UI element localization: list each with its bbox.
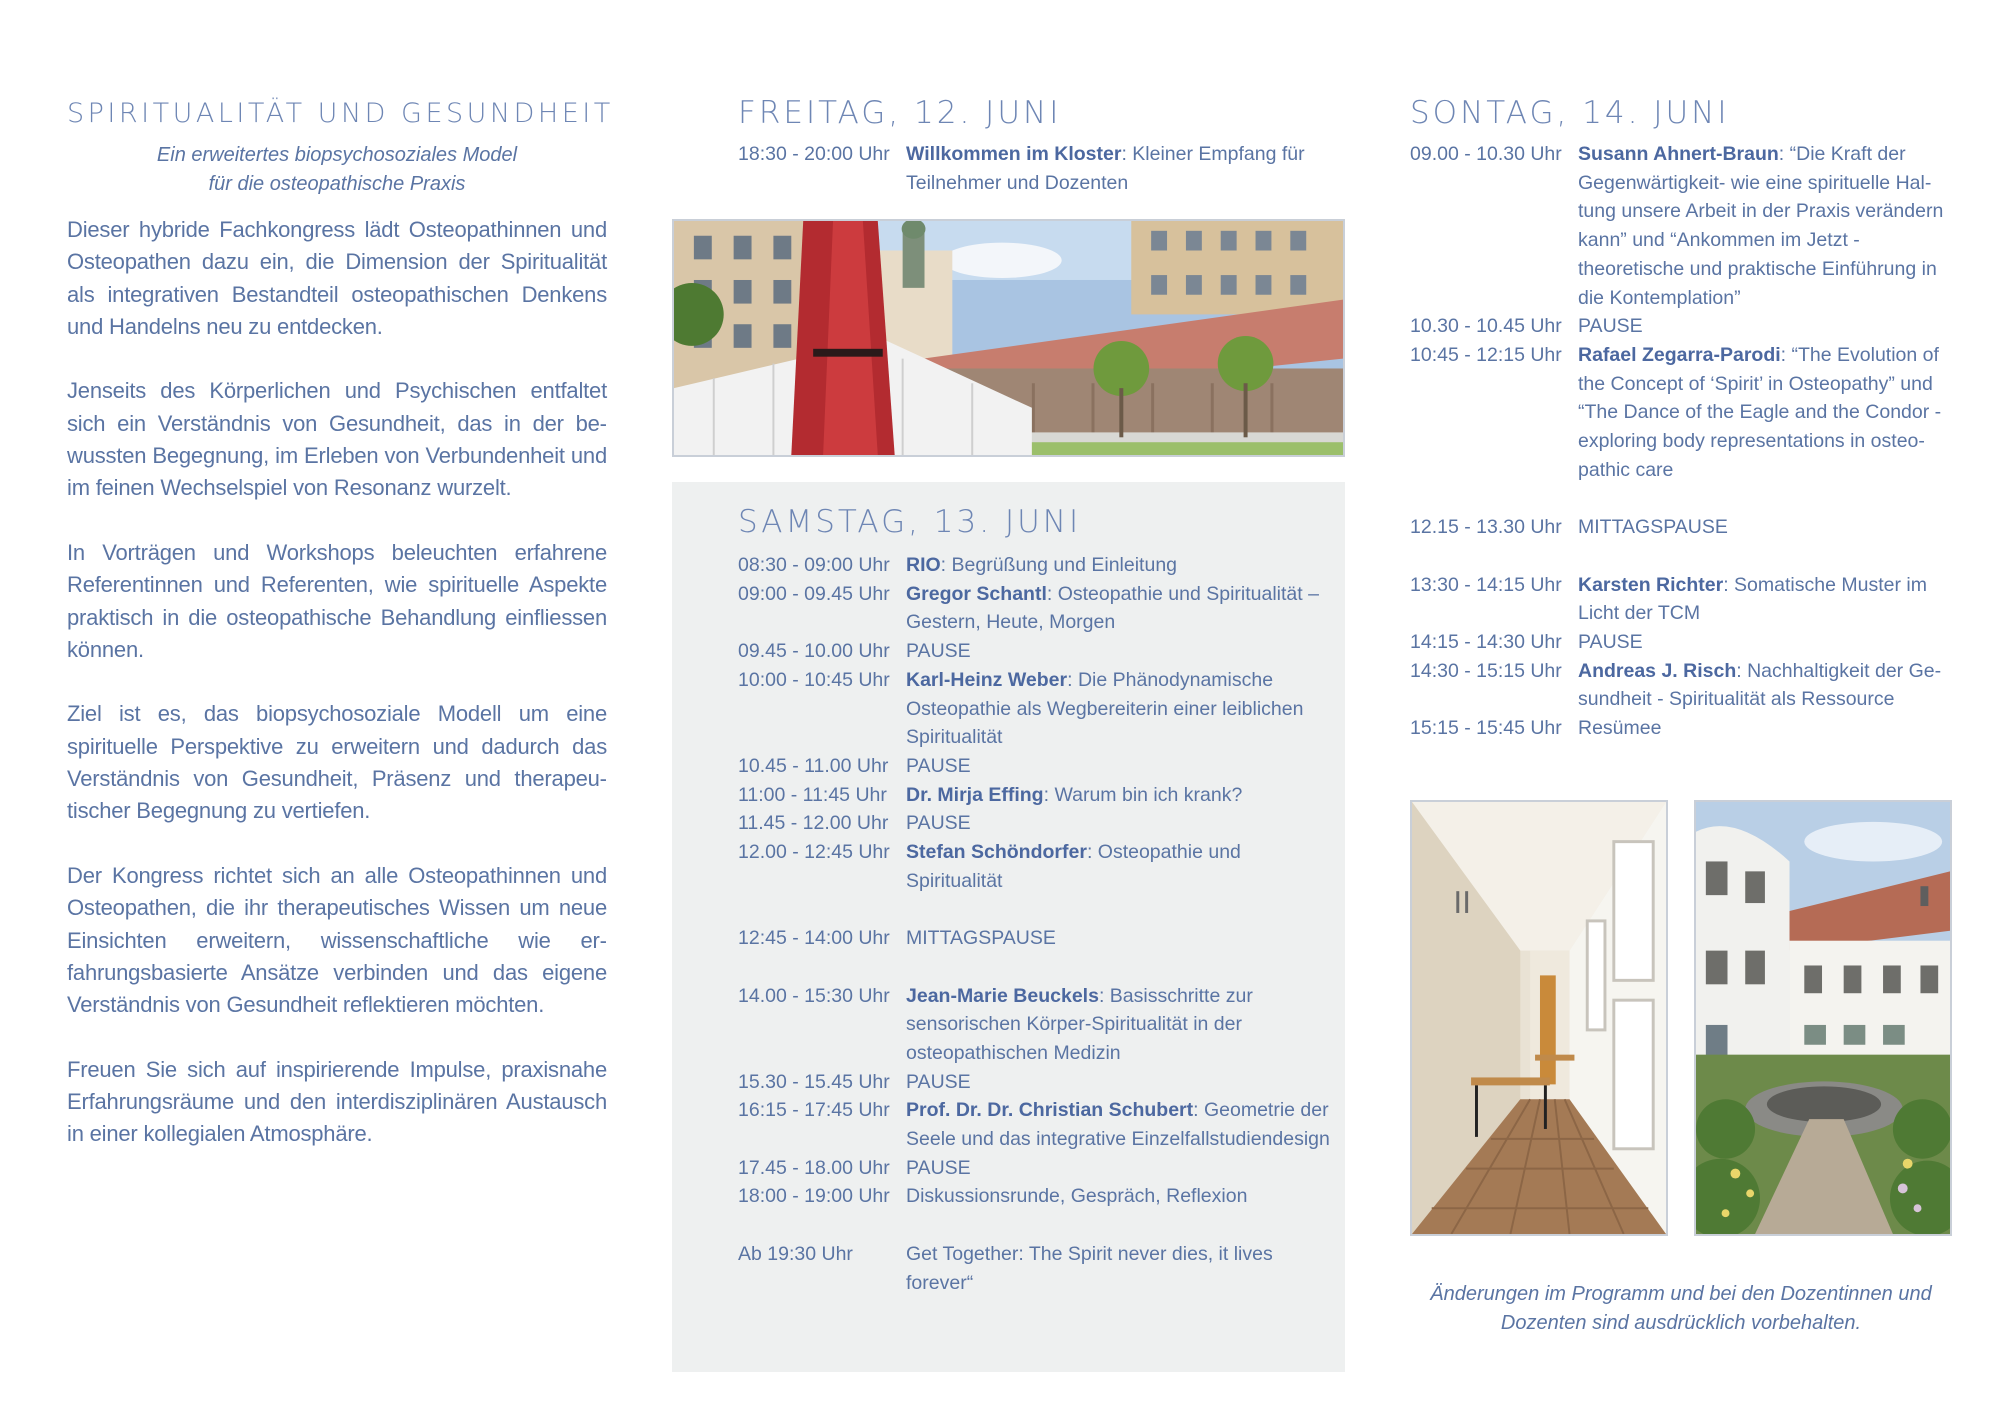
session-text: PAUSE xyxy=(1578,630,1643,653)
schedule-row xyxy=(738,838,1338,895)
schedule-row xyxy=(1410,341,1965,485)
speaker-name: Dr. Mirja Effing xyxy=(906,783,1044,806)
speaker-name: Gregor Schantl xyxy=(906,582,1047,605)
intro-subtitle-line1: Ein erweitertes biopsychosoziales Model xyxy=(156,144,518,166)
schedule-row xyxy=(738,809,1338,838)
session-text: Diskussionsrunde, Gespräch, Reflexion xyxy=(906,1185,1248,1208)
schedule-time: 11:00 - 11:45 Uhr xyxy=(738,783,887,806)
schedule-time: 12:45 - 14:00 Uhr xyxy=(738,927,890,950)
cloister-garden-photo xyxy=(1694,800,1952,1236)
intro-paragraph: Dieser hybride Fachkongress lädt Osteopathinnen und Osteopathen dazu ein, die Dimension der Spiritualität als integrativen Bestandteil osteopathischen Denkens und Handelns neu zu entdecken. xyxy=(67,217,607,339)
intro-paragraph: Jenseits des Körperlichen und Psychischen entfaltet sich ein Verständnis von Gesundheit, das in der bewussten Begegnung, im Erleben von Verbundenheit und im feinen Wechselspiel von Resonanz wurzelt. xyxy=(67,378,607,501)
schedule-description xyxy=(1578,341,1965,485)
schedule-row xyxy=(738,924,1338,953)
speaker-name: Jean-Marie Beuckels xyxy=(906,984,1099,1007)
schedule-description xyxy=(906,1240,1338,1297)
session-text: Get Together: The Spirit never dies, it lives forever“ xyxy=(906,1242,1273,1294)
intro-subtitle xyxy=(67,141,607,199)
intro-text xyxy=(67,214,607,1183)
schedule-row xyxy=(738,666,1338,752)
schedule-row xyxy=(1410,657,1965,714)
schedule-description xyxy=(1578,571,1965,628)
schedule-description xyxy=(1578,628,1965,657)
schedule-description xyxy=(906,1068,1338,1097)
schedule-time: 12.15 - 13.30 Uhr xyxy=(1410,516,1562,539)
session-text: MITTAGSPAUSE xyxy=(906,927,1056,950)
intro-title: SPIRITUALITÄT UND GESUNDHEIT xyxy=(67,98,614,129)
schedule-description xyxy=(906,637,1338,666)
schedule-spacer xyxy=(1410,542,1965,571)
schedule-time: 10:45 - 12:15 Uhr xyxy=(1410,343,1562,366)
schedule-spacer xyxy=(738,953,1338,982)
schedule-time: 13:30 - 14:15 Uhr xyxy=(1410,573,1562,596)
schedule-row xyxy=(1410,140,1965,312)
schedule-time: 09.00 - 10.30 Uhr xyxy=(1410,143,1562,165)
session-text: PAUSE xyxy=(1578,315,1643,338)
schedule-row xyxy=(738,1068,1338,1097)
schedule-time: 10:00 - 10:45 Uhr xyxy=(738,668,890,691)
speaker-name: Prof. Dr. Dr. Christian Schubert xyxy=(906,1099,1194,1122)
schedule-row xyxy=(738,1096,1338,1153)
schedule-description xyxy=(906,982,1338,1068)
schedule-description xyxy=(906,1154,1338,1183)
speaker-name: Rafael Zegarra-Parodi xyxy=(1578,343,1781,366)
speaker-name: RIO xyxy=(906,554,941,576)
session-text: : Basisschritte zur sensorischen Körper-Spiritualität in der osteopathischen Medizin xyxy=(906,984,1253,1064)
sunday-title: SONTAG, 14. JUNI xyxy=(1410,95,1730,131)
schedule-time: 10.30 - 10.45 Uhr xyxy=(1410,315,1562,338)
schedule-description xyxy=(906,666,1338,752)
intro-paragraph: Der Kongress richtet sich an alle Osteopathinnen und Osteopathen, die ihr therapeutisches Wissen um neue Einsichten erweitern, wissenschaftliche wie erfahrungsbasierte Ansätze verbinden und das eigene Verständnis von Gesundheit reflektieren möchten. xyxy=(67,862,607,1018)
schedule-row xyxy=(738,551,1338,580)
schedule-time: 14:15 - 14:30 Uhr xyxy=(1410,630,1562,653)
session-text: : Nachhaltigkeit der Gesundheit - Spiritualität als Ressource xyxy=(1578,659,1942,711)
schedule-time: 09.45 - 10.00 Uhr xyxy=(738,640,890,663)
schedule-time: 15:15 - 15:45 Uhr xyxy=(1410,717,1562,740)
session-text: : Geometrie der Seele und das integrative Einzelfallstudiendesign xyxy=(906,1099,1330,1151)
schedule-row xyxy=(738,752,1338,781)
intro-paragraph: Ziel ist es, das biopsychosoziale Modell um eine spirituelle Perspektive zu erweitern und dadurch das Verständnis von Gesundheit, Präsenz und therapeutischer Begegnung zu vertiefen. xyxy=(67,701,607,824)
speaker-name: Karsten Richter xyxy=(1578,573,1724,596)
schedule-time: 18:00 - 19:00 Uhr xyxy=(738,1185,890,1208)
schedule-spacer xyxy=(738,1211,1338,1240)
schedule-description xyxy=(1578,312,1965,341)
schedule-row xyxy=(738,580,1338,637)
schedule-description xyxy=(1578,657,1965,714)
schedule-row xyxy=(738,1154,1338,1183)
session-text: : Somatische Muster im Licht der TCM xyxy=(1578,573,1927,625)
sunday-schedule xyxy=(1410,140,1965,743)
session-text: PAUSE xyxy=(906,640,971,663)
schedule-time: 09:00 - 09.45 Uhr xyxy=(738,582,890,605)
session-text: : Osteopathie und Spiritualität xyxy=(906,841,1241,892)
schedule-description xyxy=(906,551,1338,580)
schedule-description xyxy=(906,580,1338,637)
speaker-name: Susann Ahnert-Braun xyxy=(1578,143,1779,165)
schedule-row xyxy=(738,140,1338,197)
schedule-row xyxy=(738,781,1338,810)
schedule-description xyxy=(1578,140,1965,312)
schedule-time: 08:30 - 09:00 Uhr xyxy=(738,554,890,576)
speaker-name: Willkommen im Kloster xyxy=(906,143,1122,165)
saturday-title: SAMSTAG, 13. JUNI xyxy=(738,504,1082,540)
speaker-name: Andreas J. Risch xyxy=(1578,659,1737,682)
intro-paragraph: Freuen Sie sich auf inspirierende Impulse, praxisnahe Erfahrungsräume und den interdisziplinären Austausch in einer kollegialen Atmosphäre. xyxy=(67,1056,607,1147)
kloster-courtyard-photo xyxy=(672,219,1345,457)
schedule-description xyxy=(906,838,1338,895)
schedule-description xyxy=(1578,513,1965,542)
schedule-row xyxy=(1410,513,1965,542)
schedule-row xyxy=(738,1182,1338,1211)
session-text: PAUSE xyxy=(906,754,971,777)
schedule-time: 18:30 - 20:00 Uhr xyxy=(738,143,890,165)
schedule-description xyxy=(906,1096,1338,1153)
schedule-time: 14:30 - 15:15 Uhr xyxy=(1410,659,1562,682)
friday-schedule xyxy=(738,140,1338,197)
schedule-time: 15.30 - 15.45 Uhr xyxy=(738,1070,890,1093)
schedule-description xyxy=(906,752,1338,781)
schedule-time: 10.45 - 11.00 Uhr xyxy=(738,754,889,777)
session-text: : “Die Kraft der Gegenwärtigkeit- wie eine spirituelle Haltung unsere Arbeit in der Praxis verändern kann” und “Ankommen im Jetzt - theoretische und praktische Einführung in die Kontemplation” xyxy=(1578,143,1944,309)
schedule-time: 12.00 - 12:45 Uhr xyxy=(738,841,890,864)
session-text: : “The Evolution of the Concept of ‘Spirit’ in Osteopathy” und “The Dance of the Eagle and the Condor - exploring body representations in osteopathic care xyxy=(1578,343,1942,481)
schedule-time: 11.45 - 12.00 Uhr xyxy=(738,812,889,835)
session-text: PAUSE xyxy=(906,1156,971,1179)
session-text: : Begrüßung und Einleitung xyxy=(940,554,1178,576)
session-text: Resümee xyxy=(1578,717,1662,740)
schedule-row xyxy=(1410,714,1965,743)
session-text: PAUSE xyxy=(906,812,971,835)
schedule-description xyxy=(906,781,1338,810)
session-text: MITTAGSPAUSE xyxy=(1578,516,1728,539)
speaker-name: Karl-Heinz Weber xyxy=(906,668,1068,691)
session-text: : Die Phänodynamische Osteopathie als Wegbereiterin einer leiblichen Spiritualität xyxy=(906,668,1304,749)
schedule-description xyxy=(906,809,1338,838)
program-disclaimer xyxy=(1410,1280,1952,1338)
schedule-row xyxy=(1410,312,1965,341)
intro-paragraph: In Vorträgen und Workshops beleuchten erfahrene Referentinnen und Referenten, wie spirituelle Aspekte praktisch in die osteopathische Behandlung einfliessen können. xyxy=(67,539,607,662)
saturday-schedule xyxy=(738,551,1338,1297)
schedule-spacer xyxy=(1410,484,1965,513)
friday-title: FREITAG, 12. JUNI xyxy=(738,95,1062,131)
schedule-row xyxy=(738,637,1338,666)
session-text: : Kleiner Empfang für Teilnehmer und Dozenten xyxy=(906,143,1305,194)
schedule-spacer xyxy=(738,895,1338,924)
schedule-row xyxy=(1410,571,1965,628)
schedule-description xyxy=(906,924,1338,953)
schedule-time: 17.45 - 18.00 Uhr xyxy=(738,1156,890,1179)
schedule-description xyxy=(1578,714,1965,743)
schedule-row xyxy=(1410,628,1965,657)
schedule-row xyxy=(738,982,1338,1068)
schedule-description xyxy=(906,140,1338,197)
session-text: : Warum bin ich krank? xyxy=(1043,783,1243,806)
disclaimer-line1: Änderungen im Programm und bei den Dozentinnen und xyxy=(1430,1283,1932,1305)
disclaimer-line2: Dozenten sind ausdrücklich vorbehalten. xyxy=(1500,1312,1862,1334)
session-text: PAUSE xyxy=(906,1070,971,1093)
corridor-photo xyxy=(1410,800,1668,1236)
speaker-name: Stefan Schöndorfer xyxy=(906,841,1087,864)
schedule-time: 14.00 - 15:30 Uhr xyxy=(738,984,890,1007)
schedule-time: Ab 19:30 Uhr xyxy=(738,1242,853,1265)
schedule-time: 16:15 - 17:45 Uhr xyxy=(738,1099,890,1122)
intro-subtitle-line2: für die osteopathische Praxis xyxy=(208,173,466,195)
schedule-row xyxy=(738,1240,1338,1297)
schedule-description xyxy=(906,1182,1338,1211)
session-text: : Osteopathie und Spiritualität – Gestern, Heute, Morgen xyxy=(906,582,1319,634)
